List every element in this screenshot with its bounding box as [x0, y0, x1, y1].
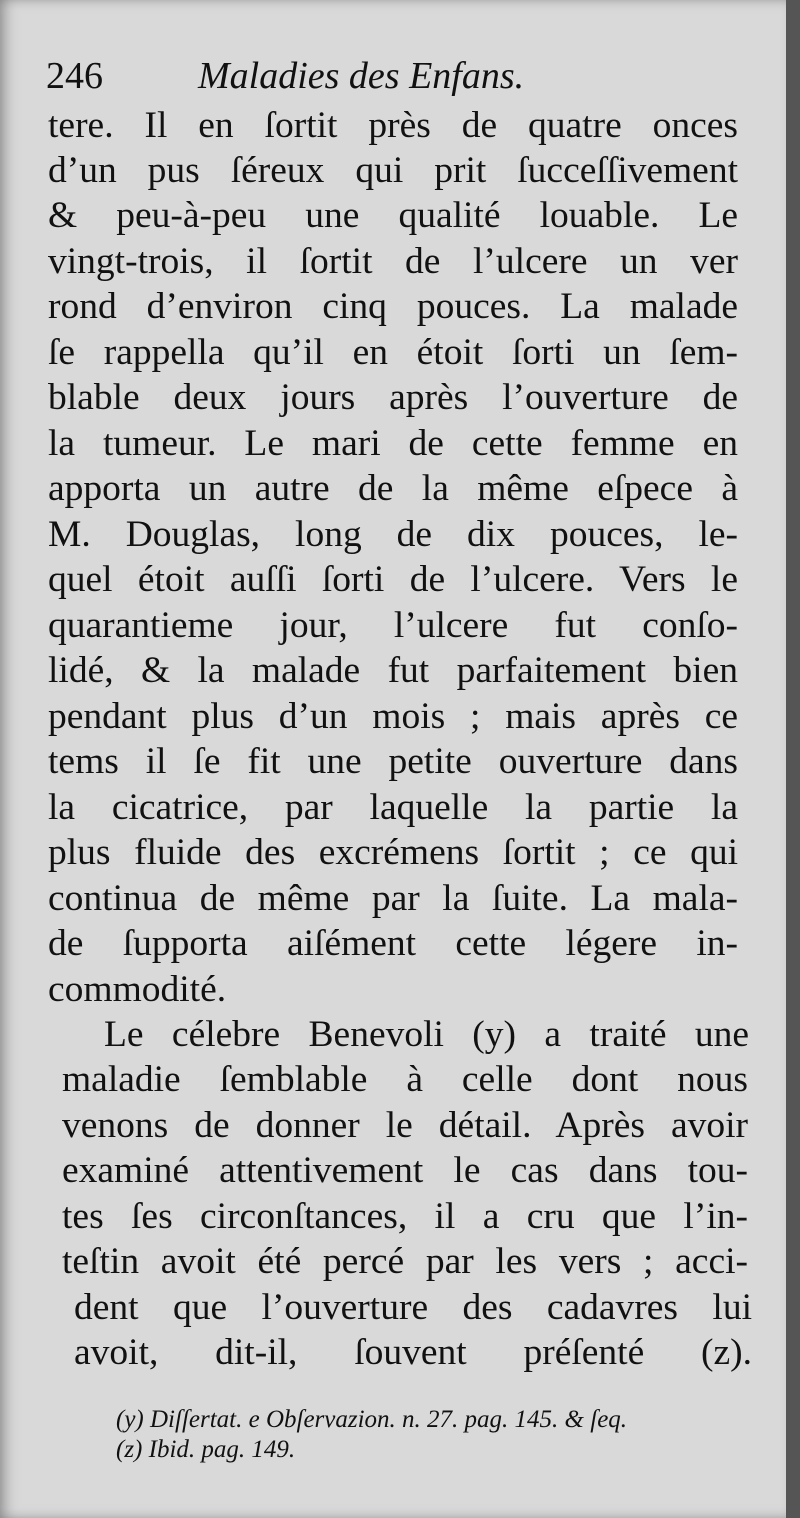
- text-line: examiné attentivement le cas dans tou-: [62, 1150, 748, 1191]
- text-line: apporta un autre de la même eſpece à: [48, 468, 738, 509]
- page-header: [46, 50, 746, 100]
- text-line: plus fluide des excrémens ſortit ; ce qui: [48, 832, 738, 873]
- text-line: la cicatrice, par laquelle la partie la: [48, 787, 738, 828]
- text-line: commodité.: [48, 969, 227, 1010]
- text-line: Le célebre Benevoli (y) a traité une: [104, 1014, 749, 1055]
- text-line: quel étoit auſſi ſorti de l’ulcere. Vers le: [48, 559, 738, 600]
- text-line: la tumeur. Le mari de cette femme en: [48, 423, 738, 464]
- text-line: continua de même par la ſuite. La mala-: [48, 878, 738, 919]
- page-number: 246: [46, 55, 103, 97]
- text-line: blable deux jours après l’ouverture de: [48, 377, 738, 418]
- text-line: & peu-à-peu une qualité louable. Le: [48, 195, 738, 236]
- text-line: de ſupporta aiſément cette légere in-: [48, 923, 738, 964]
- footnote: (z) Ibid. pag. 149.: [116, 1436, 296, 1463]
- text-line: rond d’environ cinq pouces. La malade: [48, 286, 738, 327]
- text-line: M. Douglas, long de dix pouces, le-: [48, 514, 738, 555]
- text-line: vingt-trois, il ſortit de l’ulcere un ver: [48, 241, 738, 282]
- text-line: dent que l’ouverture des cadavres lui: [74, 1287, 752, 1328]
- running-title: Maladies des Enfans.: [198, 55, 525, 97]
- text-line: tes ſes circonſtances, il a cru que l’in-: [62, 1196, 748, 1237]
- text-line: d’un pus ſéreux qui prit ſucceſſivement: [48, 150, 738, 191]
- text-line: teſtin avoit été percé par les vers ; acci-: [62, 1241, 748, 1282]
- text-line: tere. Il en ſortit près de quatre onces: [48, 105, 738, 146]
- page-edge-shadow: [786, 0, 800, 1518]
- footnote: (y) Diſſertat. e Obſervazion. n. 27. pag. 145. & ſeq.: [116, 1406, 628, 1433]
- text-line: ſe rappella qu’il en étoit ſorti un ſem-: [48, 332, 738, 373]
- text-line: tems il ſe fit une petite ouverture dans: [48, 741, 738, 782]
- text-line: lidé, & la malade fut parfaitement bien: [48, 650, 738, 691]
- text-line: maladie ſemblable à celle dont nous: [62, 1059, 748, 1100]
- text-line: avoit, dit-il, ſouvent préſenté (z).: [74, 1332, 752, 1373]
- text-line: pendant plus d’un mois ; mais après ce: [48, 696, 738, 737]
- text-line: venons de donner le détail. Après avoir: [62, 1105, 748, 1146]
- text-line: quarantieme jour, l’ulcere fut conſo-: [48, 605, 738, 646]
